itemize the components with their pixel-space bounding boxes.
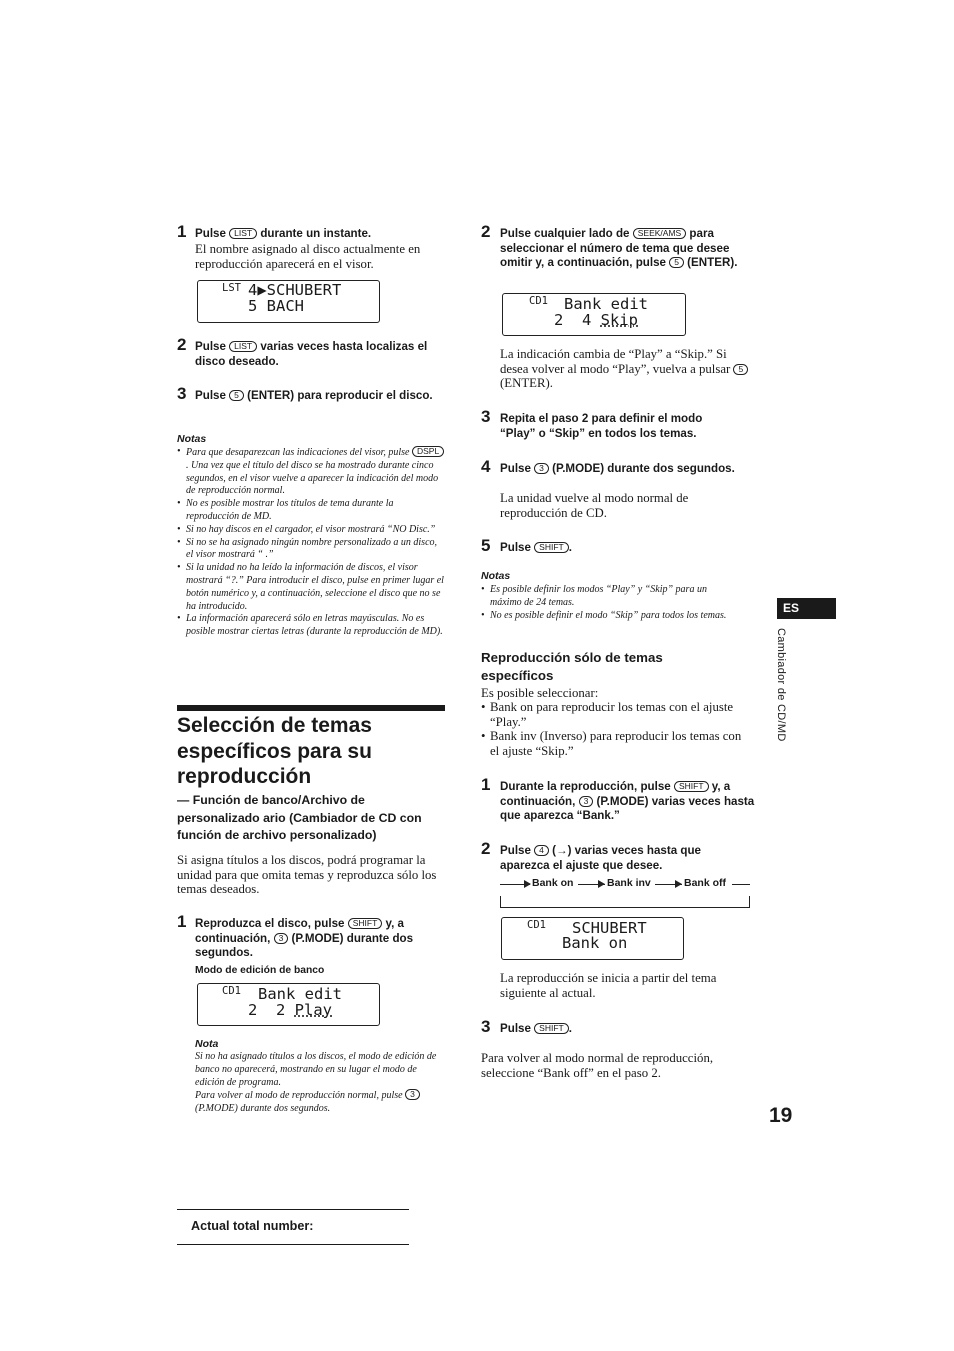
notes-heading: Notas (177, 433, 207, 445)
lcd-line: 2 4 Skip (554, 311, 638, 329)
lcd-line: 4▶SCHUBERT (248, 281, 342, 299)
notes-list (481, 584, 740, 622)
selection-item: • Bank inv (Inverso) para reproducir los temas con el ajuste “Skip.” (481, 729, 742, 758)
step-instruction: Pulse LIST durante un instante. (195, 227, 372, 240)
sub-heading: Reproducción sólo de temas específicos (481, 650, 663, 683)
step-instruction: Pulse LIST varias veces hasta localizas el disco deseado. (195, 340, 428, 368)
step-number: 2 (177, 335, 187, 354)
step-instruction: Reproduzca el disco, pulse SHIFT y, a continuación, 3 (P.MODE) durante dos segundos. (195, 917, 414, 959)
selection-list (481, 700, 752, 758)
step-instruction: Durante la reproducción, pulse SHIFT y, a continuación, 3 (P.MODE) varias veces hasta que aparezca “Bank.” (500, 780, 755, 822)
number-key: 3 (405, 1089, 420, 1100)
number-key: 3 (274, 933, 289, 944)
lcd-flash-text: Skip (600, 311, 638, 329)
total-label: Actual total number: (191, 1219, 314, 1233)
arrow-icon (675, 880, 682, 888)
page-number: 19 (769, 1104, 793, 1127)
step-instruction: Pulse 4 (→) varias veces hasta que aparezca el ajuste que desee. (500, 844, 701, 872)
note-item: • Si no se ha asignado ningún nombre personalizado a un disco, el visor mostrará “ .” (177, 536, 438, 561)
step-body: La reproducción se inicia a partir del tema siguiente al actual. (500, 971, 717, 1000)
lcd-flash-text: Play (294, 1001, 332, 1019)
note-item: • Para que desaparezcan las indicaciones del visor, pulse DSPL. Una vez que el título del disco se ha mostrado durante cinco segundos, en el visor vuelve a aparecer la indicación del modo de reproducción normal. (186, 446, 446, 498)
step-body: La indicación cambia de “Play” a “Skip.” Si desea volver al modo “Play”, vuelva a pulsar 5 (ENTER). (500, 347, 752, 391)
note-item: • Es posible definir los modos “Play” y “Skip” para un máximo de 24 temas. (481, 584, 707, 608)
cycle-item: Bank off (684, 877, 726, 889)
cycle-item: Bank inv (607, 877, 651, 889)
section-sidebar-label: Cambiador de CD/MD (775, 628, 787, 742)
step-number: 2 (481, 222, 491, 241)
number-key: 5 (733, 364, 748, 375)
step-body: El nombre asignado al disco actualmente en reproducción aparecerá en el visor. (195, 242, 421, 271)
language-tab: ES (777, 598, 836, 619)
lcd-prefix: CD1 (222, 985, 241, 997)
selection-intro: Es posible seleccionar: (481, 686, 599, 700)
step-number: 1 (481, 775, 491, 794)
lcd-prefix: CD1 (527, 919, 546, 931)
step-number: 4 (481, 457, 491, 476)
notes-list (177, 446, 446, 639)
lcd-line: 2 2 Play (248, 1001, 332, 1019)
lcd-display (197, 280, 380, 323)
section-heading: Selección de temas específicos para su reproducción (177, 714, 372, 788)
closing-text: Para volver al modo normal de reproducción, seleccione “Bank off” en el paso 2. (481, 1051, 714, 1080)
step-instruction: Repita el paso 2 para definir el modo “Play” o “Skip” en todos los temas. (500, 412, 703, 440)
step-instruction: Pulse 3 (P.MODE) durante dos segundos. (500, 462, 735, 475)
note-item: • La información aparecerá sólo en letras mayúsculas. No es posible mostrar ciertas letras (durante la reproducción de MD). (177, 613, 443, 638)
list-key: LIST (229, 228, 257, 239)
arrow-icon (524, 880, 531, 888)
number-key: 5 (229, 390, 244, 401)
arrow-icon (598, 880, 605, 888)
step-number: 1 (177, 222, 187, 241)
lcd-line: Bank edit (258, 985, 342, 1003)
step-number: 2 (481, 839, 491, 858)
lcd-display (501, 917, 684, 960)
shift-key: SHIFT (534, 542, 569, 553)
lcd-line: Bank on (562, 934, 628, 952)
selection-item: • Bank on para reproducir los temas con el ajuste “Play.” (481, 700, 734, 729)
number-key: 5 (669, 257, 684, 268)
lcd-display (197, 983, 380, 1026)
step-instruction: Pulse 5 (ENTER) para reproducir el disco. (195, 389, 433, 402)
divider (177, 1209, 409, 1210)
shift-key: SHIFT (534, 1023, 569, 1034)
step-number: 1 (177, 912, 187, 931)
right-arrow-icon: → (555, 844, 568, 857)
step-instruction: Pulse SHIFT . (500, 1022, 572, 1035)
shift-key: SHIFT (674, 781, 709, 792)
step-instruction: Pulse cualquier lado de SEEK/AMS para seleccionar el número de tema que desee omitir y, a continuación, pulse 5 (ENTER). (500, 227, 738, 269)
dspl-key: DSPL (412, 446, 444, 457)
step-number: 5 (481, 536, 491, 555)
note-item: • No es posible mostrar los títulos de tema durante la reproducción de MD. (177, 498, 394, 522)
lcd-line: 5 BACH (248, 297, 304, 315)
divider (177, 1244, 409, 1245)
note-item: • Si no hay discos en el cargador, el visor mostrará “NO Disc.” (177, 523, 436, 535)
step-number: 3 (481, 407, 491, 426)
lcd-display (502, 293, 686, 336)
cycle-item: Bank on (532, 877, 574, 889)
step-number: 3 (177, 384, 187, 403)
section-subheading: — Función de banco/Archivo de personalizado ario (Cambiador de CD con función de archivo personalizado) (177, 793, 422, 842)
lcd-prefix: CD1 (529, 295, 548, 307)
list-key: LIST (229, 341, 257, 352)
section-intro: Si asigna títulos a los discos, podrá programar la unidad para que omita temas y reproduzca sólo los temas deseados. (177, 853, 437, 897)
cycle-line (732, 884, 750, 885)
step-instruction: Pulse SHIFT . (500, 541, 572, 554)
step-number: 3 (481, 1017, 491, 1036)
shift-key: SHIFT (348, 918, 383, 929)
note-text: Si no ha asignado títulos a los discos, el modo de edición de banco no aparecerá, mostrando en su lugar el modo de edición de programa. Para volver al modo de reproducción normal, pulse 3 (P.MODE) durante dos segundos. (195, 1051, 437, 1115)
seek-ams-key: SEEK/AMS (633, 228, 686, 239)
number-key: 3 (579, 796, 594, 807)
lcd-prefix: LST (222, 282, 241, 294)
lcd-line: Bank edit (564, 295, 648, 313)
note-item: • No es posible definir el modo “Skip” para todos los temas. (481, 609, 727, 621)
section-rule (177, 705, 445, 711)
number-key: 3 (534, 463, 549, 474)
mode-label: Modo de edición de banco (195, 965, 325, 976)
note-item: • Si la unidad no ha leído la información de discos, el visor mostrará “?.” Para introducir el disco, pulse en primer lugar el botón numérico y, a continuación, seleccione el disco que no se ha introducido. (177, 562, 444, 612)
note-heading: Nota (195, 1038, 219, 1050)
number-key: 4 (534, 845, 549, 856)
notes-heading: Notas (481, 570, 511, 582)
step-body: La unidad vuelve al modo normal de reproducción de CD. (500, 491, 689, 520)
lcd-line: SCHUBERT (572, 919, 647, 937)
